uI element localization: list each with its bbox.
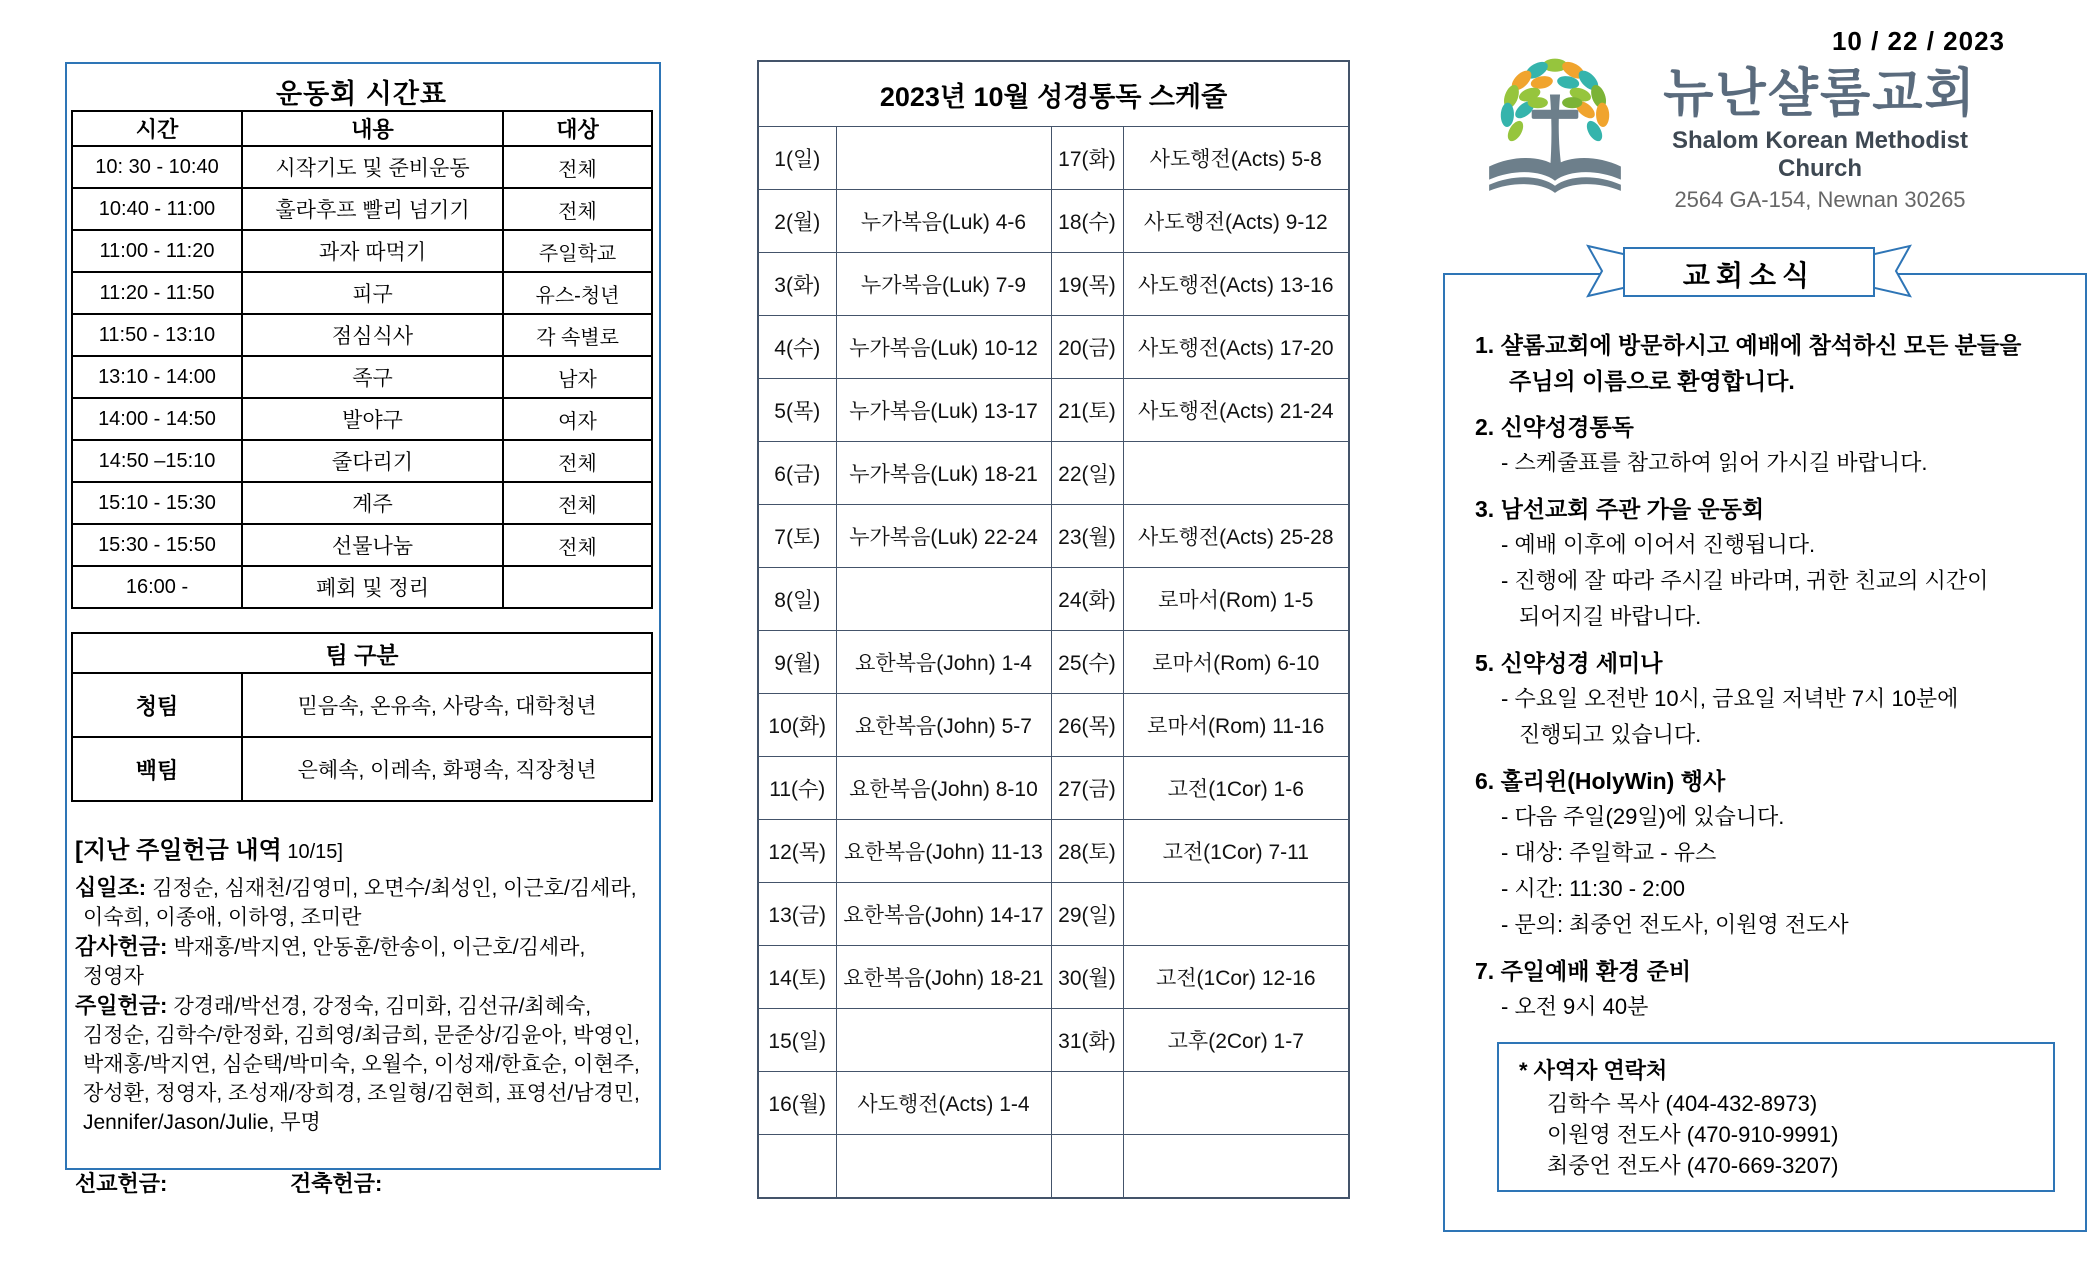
contact-line: 김학수 목사 (404-432-8973) bbox=[1547, 1091, 1818, 1116]
cell: 사도행전(Acts) 21-24 bbox=[1123, 379, 1349, 442]
announcement-title: 3. 남선교회 주관 가을 운동회 bbox=[1475, 496, 1765, 522]
cell: 족구 bbox=[242, 356, 503, 398]
table-row bbox=[758, 883, 1349, 946]
cell: 27(금) bbox=[1051, 757, 1123, 820]
sports-day-panel bbox=[65, 62, 661, 1196]
cell: 9(월) bbox=[758, 631, 836, 694]
announcement-item bbox=[1475, 953, 2063, 1025]
table-row bbox=[758, 757, 1349, 820]
column-header-time: 시간 bbox=[72, 111, 242, 146]
sub-item: - 문의: 최중언 전도사, 이원영 전도사 bbox=[1501, 912, 1849, 937]
announcement-item bbox=[1475, 409, 2063, 481]
cell bbox=[836, 127, 1051, 190]
team-members: 믿음속, 온유속, 사랑속, 대학청년 bbox=[242, 673, 652, 737]
cell: 전체 bbox=[503, 440, 652, 482]
sports-schedule-title: 운동회 시간표 bbox=[276, 79, 447, 109]
cell: 사도행전(Acts) 5-8 bbox=[1123, 127, 1349, 190]
offering-label: 십일조: bbox=[75, 875, 153, 900]
cell: 누가복음(Luk) 18-21 bbox=[836, 442, 1051, 505]
cell: 전체 bbox=[503, 188, 652, 230]
table-row bbox=[72, 314, 652, 356]
cell: 7(토) bbox=[758, 505, 836, 568]
cell: 훌라후프 빨리 넘기기 bbox=[242, 188, 503, 230]
offering-line: 정영자 bbox=[83, 965, 144, 988]
table-row bbox=[72, 398, 652, 440]
table-row bbox=[72, 482, 652, 524]
cell: 누가복음(Luk) 4-6 bbox=[836, 190, 1051, 253]
offering-line: 이숙희, 이종애, 이하영, 조미란 bbox=[83, 906, 362, 929]
cell: 요한복음(John) 8-10 bbox=[836, 757, 1051, 820]
cell: 2(월) bbox=[758, 190, 836, 253]
offering-heading-label: [지난 주일헌금 내역 bbox=[75, 837, 282, 864]
cell: 고전(1Cor) 12-16 bbox=[1123, 946, 1349, 1009]
bible-reading-table bbox=[757, 60, 1350, 1199]
cell: 주일학교 bbox=[503, 230, 652, 272]
cell bbox=[1123, 883, 1349, 946]
cell: 18(수) bbox=[1051, 190, 1123, 253]
table-row bbox=[758, 1009, 1349, 1072]
cell bbox=[758, 1135, 836, 1199]
table-row bbox=[72, 188, 652, 230]
sub-item: - 진행에 잘 따라 주시길 바라며, 귀한 친교의 시간이 bbox=[1501, 568, 1989, 593]
cell: 고후(2Cor) 1-7 bbox=[1123, 1009, 1349, 1072]
team-table-title: 팀 구분 bbox=[72, 633, 652, 673]
table-row bbox=[72, 673, 652, 737]
tree-cross-book-icon bbox=[1476, 52, 1634, 204]
table-row bbox=[72, 566, 652, 608]
table-row bbox=[758, 946, 1349, 1009]
cell: 유스-청년 bbox=[503, 272, 652, 314]
cell: 요한복음(John) 14-17 bbox=[836, 883, 1051, 946]
announcement-title: 7. 주일예배 환경 준비 bbox=[1475, 958, 1692, 984]
table-header-row bbox=[72, 633, 652, 673]
table-row bbox=[758, 253, 1349, 316]
cell: 21(토) bbox=[1051, 379, 1123, 442]
church-news-banner-label: 교회소식 bbox=[1682, 260, 1816, 291]
cell: 로마서(Rom) 6-10 bbox=[1123, 631, 1349, 694]
contact-line: 최중언 전도사 (470-669-3207) bbox=[1547, 1153, 1839, 1178]
cell: 폐회 및 정리 bbox=[242, 566, 503, 608]
cell: 요한복음(John) 5-7 bbox=[836, 694, 1051, 757]
announcement-item bbox=[1475, 645, 2063, 753]
team-rows bbox=[72, 673, 652, 801]
table-row bbox=[758, 1072, 1349, 1135]
cell: 누가복음(Luk) 13-17 bbox=[836, 379, 1051, 442]
church-logo bbox=[1476, 52, 1634, 204]
item-number: 6. bbox=[1475, 768, 1501, 794]
offering-line: 주일헌금: 강경래/박선경, 강정숙, 김미화, 김선규/최혜숙, bbox=[75, 993, 592, 1018]
cell: 10: 30 - 10:40 bbox=[72, 146, 242, 188]
table-header-row bbox=[758, 61, 1349, 127]
cell: 11(수) bbox=[758, 757, 836, 820]
cell bbox=[1123, 1072, 1349, 1135]
offering-heading-date: 10/15] bbox=[281, 841, 343, 863]
cell: 22(일) bbox=[1051, 442, 1123, 505]
cell: 26(목) bbox=[1051, 694, 1123, 757]
contact-lines bbox=[1547, 1088, 1838, 1181]
church-news-banner bbox=[1582, 240, 1916, 304]
cell: 15:30 - 15:50 bbox=[72, 524, 242, 566]
cell: 로마서(Rom) 11-16 bbox=[1123, 694, 1349, 757]
cell: 6(금) bbox=[758, 442, 836, 505]
cell: 19(목) bbox=[1051, 253, 1123, 316]
offering-footer bbox=[75, 1167, 657, 1198]
cell bbox=[503, 566, 652, 608]
cell: 10(화) bbox=[758, 694, 836, 757]
cell: 요한복음(John) 1-4 bbox=[836, 631, 1051, 694]
item-number: 7. bbox=[1475, 958, 1501, 984]
table-row bbox=[72, 524, 652, 566]
cell: 로마서(Rom) 1-5 bbox=[1123, 568, 1349, 631]
announcement-title: 2. 신약성경통독 bbox=[1475, 414, 1634, 440]
announcement-title: 6. 홀리윈(HolyWin) 행사 bbox=[1475, 768, 1726, 794]
cell: 3(화) bbox=[758, 253, 836, 316]
cell: 15:10 - 15:30 bbox=[72, 482, 242, 524]
bible-rows bbox=[758, 127, 1349, 1199]
cell: 선물나눔 bbox=[242, 524, 503, 566]
cell: 계주 bbox=[242, 482, 503, 524]
cell: 사도행전(Acts) 1-4 bbox=[836, 1072, 1051, 1135]
cell: 누가복음(Luk) 7-9 bbox=[836, 253, 1051, 316]
announcement-list bbox=[1475, 327, 2063, 1035]
offering-line: 박재홍/박지연, 심순택/박미숙, 오월수, 이성재/한효순, 이현주, bbox=[83, 1053, 640, 1076]
sub-item: - 스케줄표를 참고하여 읽어 가시길 바랍니다. bbox=[1501, 450, 1928, 475]
cell: 28(토) bbox=[1051, 820, 1123, 883]
contact-title: * 사역자 연락처 bbox=[1519, 1058, 1668, 1083]
cell: 24(화) bbox=[1051, 568, 1123, 631]
offering-line: Jennifer/Jason/Julie, 무명 bbox=[83, 1111, 321, 1134]
contact-box bbox=[1497, 1042, 2055, 1192]
cell: 전체 bbox=[503, 146, 652, 188]
announcement-item bbox=[1475, 491, 2063, 635]
cell: 23(월) bbox=[1051, 505, 1123, 568]
cell: 전체 bbox=[503, 524, 652, 566]
cell: 30(월) bbox=[1051, 946, 1123, 1009]
cell: 11:00 - 11:20 bbox=[72, 230, 242, 272]
cell: 사도행전(Acts) 13-16 bbox=[1123, 253, 1349, 316]
table-row bbox=[758, 127, 1349, 190]
building-offering-label: 건축헌금: bbox=[290, 1171, 383, 1196]
table-row bbox=[758, 1135, 1349, 1199]
announcement-item bbox=[1475, 763, 2063, 943]
offering-line: 십일조: 김정순, 심재천/김영미, 오면수/최성인, 이근호/김세라, bbox=[75, 875, 637, 900]
cell: 피구 bbox=[242, 272, 503, 314]
church-name-korean: 뉴난샬롬교회 bbox=[1663, 65, 1977, 123]
cell: 31(화) bbox=[1051, 1009, 1123, 1072]
sub-item: - 대상: 주일학교 - 유스 bbox=[1501, 840, 1717, 865]
cell bbox=[1123, 1135, 1349, 1199]
sports-rows bbox=[72, 146, 652, 608]
cell: 1(일) bbox=[758, 127, 836, 190]
table-row bbox=[72, 737, 652, 801]
cell: 25(수) bbox=[1051, 631, 1123, 694]
bible-schedule-title: 2023년 10월 성경통독 스케줄 bbox=[758, 61, 1349, 127]
cell: 13(금) bbox=[758, 883, 836, 946]
item-number: 2. bbox=[1475, 414, 1501, 440]
cell: 16(월) bbox=[758, 1072, 836, 1135]
item-number: 3. bbox=[1475, 496, 1501, 522]
item-number: 1. bbox=[1475, 332, 1501, 358]
cell: 15(일) bbox=[758, 1009, 836, 1072]
cell: 점심식사 bbox=[242, 314, 503, 356]
cell: 11:20 - 11:50 bbox=[72, 272, 242, 314]
sub-item: - 시간: 11:30 - 2:00 bbox=[1501, 876, 1685, 901]
sub-item: - 오전 9시 40분 bbox=[1501, 994, 1649, 1019]
offering-label: 주일헌금: bbox=[75, 993, 174, 1018]
bulletin-date: 10 / 22 / 2023 bbox=[1831, 26, 2005, 56]
offering-line: 감사헌금: 박재홍/박지연, 안동훈/한송이, 이근호/김세라, bbox=[75, 934, 586, 959]
cell: 남자 bbox=[503, 356, 652, 398]
cell: 10:40 - 11:00 bbox=[72, 188, 242, 230]
cell: 누가복음(Luk) 10-12 bbox=[836, 316, 1051, 379]
sub-item: - 예배 이후에 이어서 진행됩니다. bbox=[1501, 532, 1816, 557]
church-news-panel bbox=[1443, 273, 2087, 1232]
team-name: 백팀 bbox=[72, 737, 242, 801]
cell: 14:50 –15:10 bbox=[72, 440, 242, 482]
cell: 발야구 bbox=[242, 398, 503, 440]
cell: 5(목) bbox=[758, 379, 836, 442]
table-row bbox=[758, 820, 1349, 883]
table-header-row bbox=[72, 111, 652, 146]
sports-schedule-table bbox=[71, 110, 653, 609]
table-row bbox=[758, 379, 1349, 442]
cell: 요한복음(John) 11-13 bbox=[836, 820, 1051, 883]
cell bbox=[1051, 1135, 1123, 1199]
cell: 16:00 - bbox=[72, 566, 242, 608]
table-row bbox=[758, 631, 1349, 694]
table-row bbox=[758, 316, 1349, 379]
cell: 과자 따먹기 bbox=[242, 230, 503, 272]
cell: 전체 bbox=[503, 482, 652, 524]
announcement-title: 1. 샬롬교회에 방문하시고 예배에 참석하신 모든 분들을 bbox=[1475, 332, 2022, 358]
column-header-activity: 내용 bbox=[242, 111, 503, 146]
table-row bbox=[758, 505, 1349, 568]
church-name-english: Shalom Korean Methodist Church bbox=[1671, 127, 1969, 182]
cell: 각 속별로 bbox=[503, 314, 652, 356]
announcement-title-cont: 주님의 이름으로 환영합니다. bbox=[1509, 368, 1795, 394]
cell bbox=[1123, 442, 1349, 505]
contact-line: 이원영 전도사 (470-910-9991) bbox=[1547, 1122, 1839, 1147]
table-row bbox=[758, 442, 1349, 505]
offering-line: 장성환, 정영자, 조성재/장희경, 조일형/김현희, 표영선/남경민, bbox=[83, 1082, 640, 1105]
cell: 4(수) bbox=[758, 316, 836, 379]
table-row bbox=[758, 568, 1349, 631]
cell: 누가복음(Luk) 22-24 bbox=[836, 505, 1051, 568]
team-members: 은혜속, 이레속, 화평속, 직장청년 bbox=[242, 737, 652, 801]
team-name: 청팀 bbox=[72, 673, 242, 737]
cell: 29(일) bbox=[1051, 883, 1123, 946]
cell: 14:00 - 14:50 bbox=[72, 398, 242, 440]
item-number: 5. bbox=[1475, 650, 1501, 676]
table-row bbox=[72, 146, 652, 188]
sub-item-cont: 진행되고 있습니다. bbox=[1519, 722, 1702, 747]
cell: 줄다리기 bbox=[242, 440, 503, 482]
table-row bbox=[72, 356, 652, 398]
table-row bbox=[758, 190, 1349, 253]
announcement-title: 5. 신약성경 세미나 bbox=[1475, 650, 1663, 676]
cell: 사도행전(Acts) 25-28 bbox=[1123, 505, 1349, 568]
cell: 여자 bbox=[503, 398, 652, 440]
team-table bbox=[71, 632, 653, 802]
cell: 요한복음(John) 18-21 bbox=[836, 946, 1051, 1009]
announcement-item bbox=[1475, 327, 2063, 399]
offering-line: 김정순, 김학수/한정화, 김희영/최금희, 문준상/김윤아, 박영인, bbox=[83, 1024, 640, 1047]
cell bbox=[836, 1135, 1051, 1199]
table-row bbox=[72, 440, 652, 482]
cell: 고전(1Cor) 7-11 bbox=[1123, 820, 1349, 883]
table-row bbox=[72, 230, 652, 272]
cell: 17(화) bbox=[1051, 127, 1123, 190]
sub-item: - 다음 주일(29일)에 있습니다. bbox=[1501, 804, 1785, 829]
church-identity bbox=[1628, 64, 2012, 213]
cell bbox=[1051, 1072, 1123, 1135]
cell: 8(일) bbox=[758, 568, 836, 631]
table-row bbox=[72, 272, 652, 314]
table-row bbox=[758, 694, 1349, 757]
cell: 고전(1Cor) 1-6 bbox=[1123, 757, 1349, 820]
cell bbox=[836, 1009, 1051, 1072]
offering-heading bbox=[75, 830, 657, 865]
cell: 14(토) bbox=[758, 946, 836, 1009]
church-address: 2564 GA-154, Newnan 30265 bbox=[1674, 187, 1966, 212]
offering-section bbox=[75, 830, 657, 1198]
offering-label: 감사헌금: bbox=[75, 934, 174, 959]
cell: 13:10 - 14:00 bbox=[72, 356, 242, 398]
sub-item-cont: 되어지길 바랍니다. bbox=[1519, 604, 1702, 629]
cell: 시작기도 및 준비운동 bbox=[242, 146, 503, 188]
column-header-target: 대상 bbox=[503, 111, 652, 146]
cell: 사도행전(Acts) 9-12 bbox=[1123, 190, 1349, 253]
cell bbox=[836, 568, 1051, 631]
offering-lines bbox=[75, 873, 657, 1137]
sub-item: - 수요일 오전반 10시, 금요일 저녁반 7시 10분에 bbox=[1501, 686, 1959, 711]
cell: 20(금) bbox=[1051, 316, 1123, 379]
mission-offering-label: 선교헌금: bbox=[75, 1171, 168, 1196]
cell: 사도행전(Acts) 17-20 bbox=[1123, 316, 1349, 379]
cell: 11:50 - 13:10 bbox=[72, 314, 242, 356]
cell: 12(목) bbox=[758, 820, 836, 883]
